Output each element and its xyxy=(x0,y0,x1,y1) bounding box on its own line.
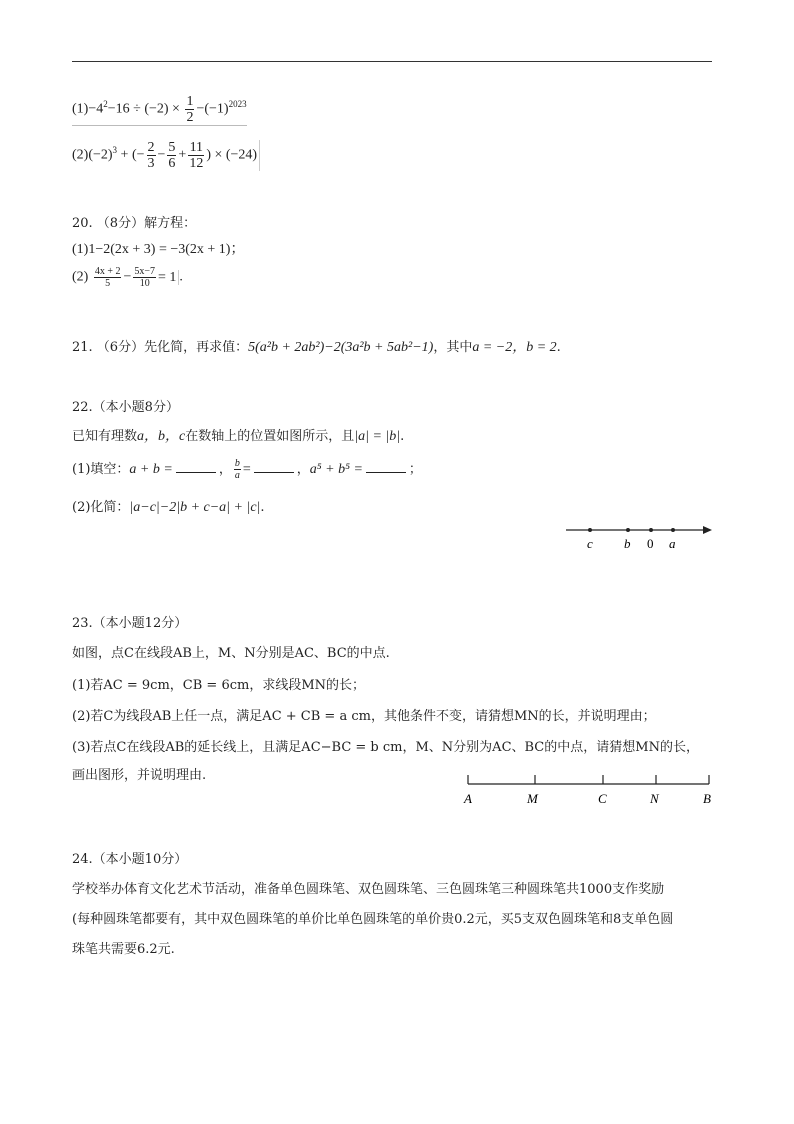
label-a: A xyxy=(464,791,472,806)
q22-statement-text-2: 在数轴上的位置如图所示，且 xyxy=(185,429,355,444)
q20-part1: (1)1−2(2x + 3) = −3(2x + 1)； xyxy=(72,242,245,257)
q22-statement-end: . xyxy=(400,429,405,444)
q22-statement xyxy=(72,425,404,445)
p19-l1-exp2: 2023 xyxy=(228,99,247,110)
p19-l1-tail: −(−1) xyxy=(196,101,229,117)
p19-op2: + xyxy=(178,147,187,163)
q24-line2: (每种圆珠笔都要有，其中双色圆珠笔的单价比单色圆珠笔的单价贵0.2元，买5支双色圆珠笔和8支单色圆 xyxy=(72,912,674,927)
q21-mid: ，其中 xyxy=(433,340,473,355)
fraction-denominator: 12 xyxy=(189,156,204,171)
p19-l2-tail: ) × (−24) xyxy=(206,147,258,163)
label-b: b xyxy=(624,536,631,551)
q23-part3: (3)若点C在线段AB的延长线上，且满足AC−BC = b cm，M、N分别为AC、BC的中点，请猜想MN的长， xyxy=(72,740,699,755)
label-a: a xyxy=(669,536,676,551)
fraction-denominator: a xyxy=(234,470,240,481)
p19-l1-fraction xyxy=(185,94,194,125)
q22-fraction-b-over-a xyxy=(234,458,241,481)
separator: ， xyxy=(218,462,232,477)
q21-expression: 5(a²b + 2ab²)−2(3a²b + 5ab²−1) xyxy=(248,340,434,355)
fraction-numerator: 4x + 2 xyxy=(94,266,121,277)
label-m: M xyxy=(527,791,538,806)
q20-part2 xyxy=(72,266,183,289)
point-b xyxy=(626,528,630,532)
point-zero xyxy=(649,528,653,532)
q21-condition: a = −2，b = 2 xyxy=(472,340,557,355)
q23-part1: (1)若AC = 9cm，CB = 6cm，求线段MN的长； xyxy=(72,678,366,693)
header-rule xyxy=(72,61,712,62)
p19-l1-mid: −16 ÷ (−2) × xyxy=(107,101,180,117)
q21-line xyxy=(72,336,561,356)
fraction-denominator: 5 xyxy=(105,278,111,289)
q20-fraction-1 xyxy=(94,266,122,289)
p19-l2-label: (2)(−2) xyxy=(72,147,113,163)
answer-blank-3[interactable] xyxy=(366,472,406,473)
q24-line3: 珠笔共需要6.2元. xyxy=(72,942,175,957)
point-c xyxy=(588,528,592,532)
p19-fraction-1 xyxy=(147,140,156,171)
q20-tail: = 1 xyxy=(158,270,179,285)
p19-fraction-3 xyxy=(188,140,204,171)
q22-title: 22.（本小题8分） xyxy=(72,400,179,415)
q21-lead: 21. （6分）先化简，再求值： xyxy=(72,340,249,355)
q22-part1 xyxy=(72,458,422,481)
q24-title: 24.（本小题10分） xyxy=(72,852,188,867)
point-a xyxy=(671,528,675,532)
fraction-denominator: 2 xyxy=(186,110,194,125)
equals-sign: = xyxy=(242,462,251,477)
p19-line2 xyxy=(72,140,260,171)
label-b: B xyxy=(703,791,711,806)
q23-intro: 如图，点C在线段AB上，M、N分别是AC、BC的中点. xyxy=(72,646,390,661)
q22-variables: a，b，c xyxy=(137,429,186,444)
segment-figure xyxy=(460,770,716,810)
q21-period: . xyxy=(556,340,561,355)
q22-part2 xyxy=(72,496,265,516)
q20-part2-label: (2) xyxy=(72,269,89,285)
fraction-numerator: 5 xyxy=(168,140,176,155)
q24-line1: 学校举办体育文化艺术节活动，准备单色圆珠笔、双色圆珠笔、三色圆珠笔三种圆珠笔共1000支作奖励 xyxy=(72,882,665,897)
p19-fraction-2 xyxy=(167,140,176,171)
fraction-denominator: 10 xyxy=(139,278,150,289)
q22-part1-label: (1)填空： xyxy=(72,462,130,477)
q22-part2-end: . xyxy=(260,500,265,515)
fraction-numerator: 5x−7 xyxy=(134,266,156,277)
p19-l1-label: (1)−4 xyxy=(72,101,104,117)
q20-fraction-2 xyxy=(133,266,156,289)
fraction-denominator: 3 xyxy=(147,156,155,171)
fraction-numerator: b xyxy=(234,458,240,469)
label-c: c xyxy=(587,536,593,551)
p19-l2-exp: 3 xyxy=(112,145,118,156)
q20-period: . xyxy=(179,269,183,285)
fraction-numerator: 11 xyxy=(189,140,204,155)
q22-part1-expr3: a⁵ + b⁵ = xyxy=(309,462,363,477)
p19-line1 xyxy=(72,94,247,126)
q22-statement-text: 已知有理数 xyxy=(72,429,138,444)
q23-title: 23.（本小题12分） xyxy=(72,616,188,631)
p19-op1: − xyxy=(157,147,166,163)
q20-title: 20. （8分）解方程： xyxy=(72,216,197,231)
label-zero: 0 xyxy=(647,536,654,551)
q23-part3-cont: 画出图形，并说明理由. xyxy=(72,768,207,783)
answer-blank-1[interactable] xyxy=(176,472,216,473)
fraction-denominator: 6 xyxy=(168,156,176,171)
q22-part2-expr: |a−c|−2|b + c−a| + |c| xyxy=(129,500,261,515)
p19-l2-mid: + (− xyxy=(120,147,145,163)
q22-part2-label: (2)化简： xyxy=(72,500,130,515)
p19-l1-exp: 2 xyxy=(103,99,108,110)
separator: ， xyxy=(296,462,310,477)
q23-part2: (2)若C为线段AB上任一点，满足AC + CB = a cm，其他条件不变，请猜想MN的长，并说明理由； xyxy=(72,709,656,724)
answer-blank-2[interactable] xyxy=(254,472,294,473)
number-line-arrow-icon xyxy=(703,526,712,534)
q22-condition: |a| = |b| xyxy=(354,429,401,444)
label-c: C xyxy=(598,791,607,806)
fraction-numerator: 2 xyxy=(147,140,155,155)
label-n: N xyxy=(650,791,659,806)
fraction-numerator: 1 xyxy=(186,94,194,109)
number-line-figure xyxy=(560,518,720,558)
q22-part1-expr1: a + b = xyxy=(129,462,173,477)
q22-part1-end: ； xyxy=(408,462,422,477)
q20-op: − xyxy=(123,269,132,285)
